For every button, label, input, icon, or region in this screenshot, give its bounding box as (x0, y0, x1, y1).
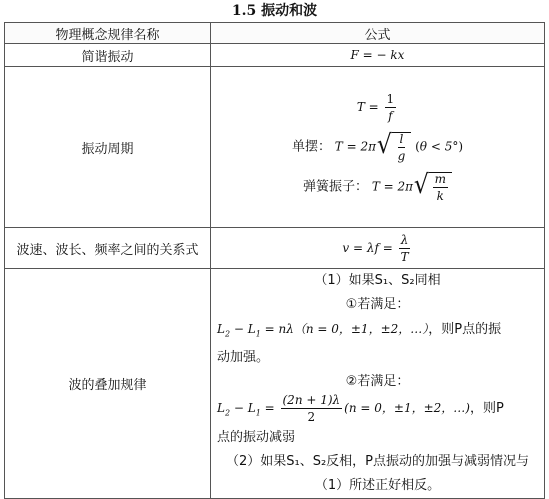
constructive-suffix: ，则P点的振 (428, 322, 502, 337)
superposition-cond-1: ①若满足： (345, 297, 410, 312)
row-name-superposition: 波的叠加规律 (5, 269, 211, 499)
formula-period-frequency: T = $\frac{1}{f}$ (356, 91, 395, 123)
superposition-eq-1 (211, 317, 544, 346)
superposition-eq-2 (211, 394, 544, 425)
constructive-formula: $L_2 - L_1 = n\lambda(n = 0$，±1，±2，…） (217, 322, 429, 339)
row-name-shm: 简谐振动 (5, 44, 211, 67)
superposition-case-1: （1）如果S₁、S₂同相 (314, 273, 441, 288)
table-row (5, 67, 545, 228)
table-row (5, 228, 545, 269)
row-formula-period (211, 67, 545, 228)
table-row (5, 269, 545, 499)
superposition-result-2: 点的振动减弱 (217, 429, 296, 445)
row-formula-superposition (211, 269, 545, 499)
table-title: 1.5 振动和波 (231, 3, 318, 19)
superposition-cond-2: ②若满足： (345, 374, 410, 390)
header-name-col: 物理概念规律名称 (5, 23, 211, 44)
header-formula-col: 公式 (211, 23, 545, 44)
formula-spring: 弹簧振子： T = 2π √ $\frac{m}{k}$ (211, 172, 544, 202)
superposition-case-2-end: （1）所述正好相反。 (314, 477, 441, 493)
superposition-result-1: 动加强。 (217, 350, 270, 366)
spring-label: 弹簧振子： (302, 179, 368, 194)
row-name-period: 振动周期 (5, 67, 211, 228)
row-formula-wave-speed: v = λf = $\frac{\lambda}{T}$ (211, 228, 545, 269)
formula-pendulum: 单摆： T = 2π √ $\frac{l}{g}$ (θ < 5°) (291, 129, 464, 163)
destructive-suffix: ，则P (469, 401, 504, 417)
row-name-wave-speed: 波速、波长、频率之间的关系式 (5, 228, 211, 269)
table-row (5, 44, 545, 67)
pendulum-label: 单摆： (291, 139, 331, 154)
table-header-row (5, 23, 545, 44)
row-formula-shm: F = − kx (211, 44, 545, 67)
formula-table (4, 22, 545, 499)
destructive-formula: $L_2 - L_1$ = $\frac{(2n + 1)\lambda}{2}$ (n = 0，±1，±2，…) (217, 393, 470, 425)
superposition-case-2: （2）如果S₁、S₂反相，P点振动的加强与减弱情况与 (225, 453, 530, 469)
